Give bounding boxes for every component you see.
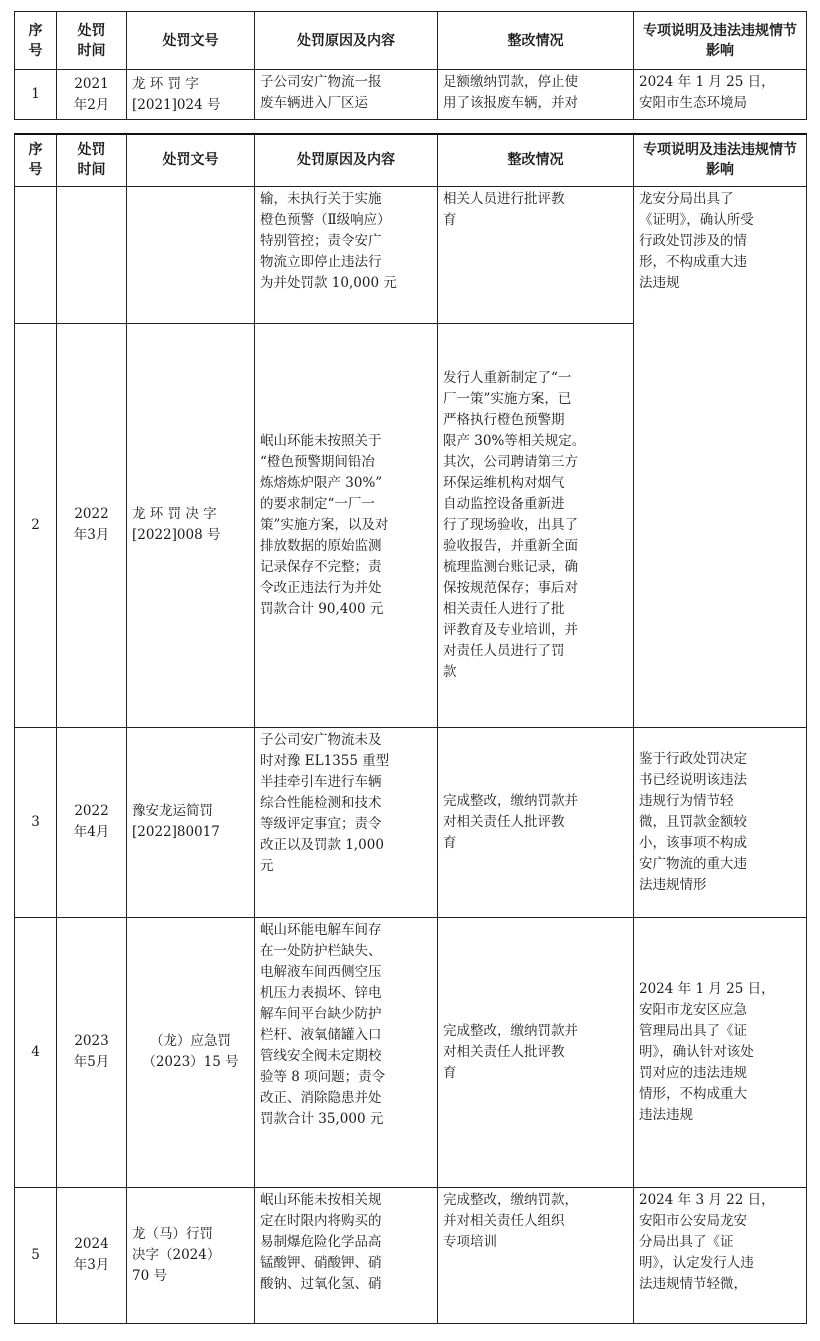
row-rectify: 足额缴纳罚款，停止使 用了该报废车辆，并对 (438, 70, 634, 120)
row-seq (15, 186, 57, 323)
table-row (15, 917, 807, 1187)
header-note: 专项说明及违法违规情节影响 (634, 12, 807, 70)
row-rectify: 相关人员进行批评教 育 (438, 186, 634, 323)
table-row (15, 727, 807, 917)
row-doc-no: 龙 环 罚 字 [2021]024 号 (127, 70, 255, 120)
row-rectify: 完成整改，缴纳罚款并 对相关责任人批评教 育 (438, 727, 634, 917)
table-header-row (15, 12, 807, 70)
table-row (15, 186, 807, 323)
row-time: 2022 年4月 (57, 727, 127, 917)
header-seq: 序 号 (15, 134, 57, 186)
header-time: 处罚 时间 (57, 12, 127, 70)
table-header-row (15, 134, 807, 186)
row-time (57, 186, 127, 323)
header-reason: 处罚原因及内容 (255, 134, 438, 186)
row-time: 2023 年5月 (57, 917, 127, 1187)
row-note: 2024 年 1 月 25 日， 安阳市龙安区应急 管理局出具了《证 明》，确认针对该处 罚对应的违法违规 情形，不构成重大 违法违规 (634, 917, 807, 1187)
header-seq: 序 号 (15, 12, 57, 70)
header-rectify: 整改情况 (438, 134, 634, 186)
row-note: 鉴于行政处罚决定 书已经说明该违法 违规行为情节轻 微，且罚款金额较 小，该事项不构成 安广物流的重大违 法违规情形 (634, 727, 807, 917)
row-reason: 子公司安广物流一报 废车辆进入厂区运 (255, 70, 438, 120)
row-seq: 5 (15, 1187, 57, 1323)
row-seq: 2 (15, 323, 57, 727)
header-doc-no: 处罚文号 (127, 134, 255, 186)
row-reason: 子公司安广物流未及 时对豫 EL1355 重型 半挂牵引车进行车辆 综合性能检测和技术 等级评定事宜；责令 改正以及罚款 1,000 元 (255, 727, 438, 917)
row-seq: 4 (15, 917, 57, 1187)
row-doc-no: 龙（马）行罚 决字（2024） 70 号 (127, 1187, 255, 1323)
table-row (15, 1187, 807, 1323)
table-row (15, 70, 807, 120)
row-rectify: 完成整改，缴纳罚款， 并对相关责任人组织 专项培训 (438, 1187, 634, 1323)
row-time: 2021 年2月 (57, 70, 127, 120)
header-note: 专项说明及违法违规情节影响 (634, 134, 807, 186)
row-note: 2024 年 1 月 25 日， 安阳市生态环境局 (634, 70, 807, 120)
row-seq: 1 (15, 70, 57, 120)
row-reason: 岷山环能电解车间存 在一处防护栏缺失、 电解液车间西侧空压 机压力表损坏、锌电 解车间平台缺少防护 栏杆、液氧储罐入口 管线安全阀未定期校 验等 8 项问题；责令 改正、消除隐患并处 罚款合计 35,000 元 (255, 917, 438, 1187)
penalty-table-part2 (14, 133, 807, 1324)
penalty-table-part1 (14, 11, 807, 120)
row-rectify: 发行人重新制定了“一 厂一策”实施方案，已 严格执行橙色预警期 限产 30%等相关规定。 其次，公司聘请第三方 环保运维机构对烟气 自动监控设备重新进 行了现场验收，出具了 验收报告，并重新全面 梳理监测台账记录，确 保按规范保存；事后对 相关责任人进行了批 评教育及专业培训，并 对责任人员进行了罚 款 (438, 323, 634, 727)
row-reason: 输，未执行关于实施 橙色预警（Ⅱ级响应） 特别管控；责令安广 物流立即停止违法行 为并处罚款 10,000 元 (255, 186, 438, 323)
row-reason: 岷山环能未按照关于 “橙色预警期间铅冶 炼熔炼炉限产 30%” 的要求制定“一厂一 策”实施方案，以及对 排放数据的原始监测 记录保存不完整；责 令改正违法行为并处 罚款合计 90,400 元 (255, 323, 438, 727)
row-doc-no (127, 186, 255, 323)
row-time: 2024 年3月 (57, 1187, 127, 1323)
row-seq: 3 (15, 727, 57, 917)
row-time: 2022 年3月 (57, 323, 127, 727)
row-reason: 岷山环能未按相关规 定在时限内将购买的 易制爆危险化学品高 锰酸钾、硝酸钾、硝 酸钠、过氧化氢、硝 (255, 1187, 438, 1323)
row-doc-no: 龙 环 罚 决 字 [2022]008 号 (127, 323, 255, 727)
header-time: 处罚 时间 (57, 134, 127, 186)
row-doc-no: （龙）应急罚 （2023）15 号 (127, 917, 255, 1187)
header-doc-no: 处罚文号 (127, 12, 255, 70)
header-rectify: 整改情况 (438, 12, 634, 70)
row-rectify: 完成整改，缴纳罚款并 对相关责任人批评教 育 (438, 917, 634, 1187)
header-reason: 处罚原因及内容 (255, 12, 438, 70)
row-note: 龙安分局出具了 《证明》，确认所受 行政处罚涉及的情 形，不构成重大违 法违规 (634, 186, 807, 727)
row-doc-no: 豫安龙运简罚 [2022]80017 (127, 727, 255, 917)
row-note: 2024 年 3 月 22 日， 安阳市公安局龙安 分局出具了《证 明》，认定发行人违 法违规情节轻微， (634, 1187, 807, 1323)
